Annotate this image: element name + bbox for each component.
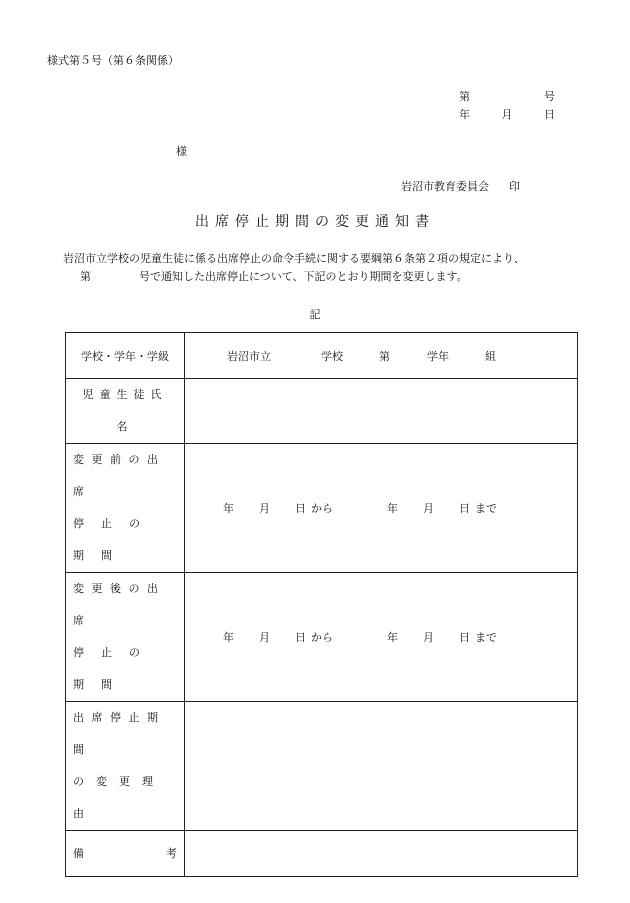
date-day: 日 xyxy=(544,108,555,121)
period-until: まで xyxy=(475,502,497,515)
document-date-line xyxy=(459,106,555,122)
before-label-line1: 変更前の出席 xyxy=(73,453,166,498)
period-day: 日 xyxy=(295,502,306,515)
number-prefix: 第 xyxy=(459,90,470,103)
after-label-cell xyxy=(66,573,185,702)
school-label: 学校・学年・学級 xyxy=(81,349,169,363)
reason-label-line2: の変更理由 xyxy=(73,775,165,820)
reason-label-line1: 出席停止期間 xyxy=(73,711,166,756)
date-year: 年 xyxy=(459,108,470,121)
period-year: 年 xyxy=(223,502,234,515)
form-number-label: 様式第５号（第６条関係） xyxy=(47,54,179,67)
table-row-after-period xyxy=(66,573,578,702)
period-month: 月 xyxy=(423,502,434,515)
after-period-line xyxy=(185,629,577,645)
body-number-prefix: 第 xyxy=(80,270,91,283)
remarks-label-cell xyxy=(66,831,185,877)
body-text-line-2 xyxy=(80,268,468,284)
remarks-value-cell[interactable] xyxy=(185,831,578,877)
name-value-cell[interactable] xyxy=(185,379,578,444)
school-value-cell[interactable] xyxy=(185,333,578,379)
period-day: 日 xyxy=(295,631,306,644)
table-row-reason xyxy=(66,702,578,831)
table-row-school xyxy=(66,333,578,379)
table-row-remarks xyxy=(66,831,578,877)
school-city: 岩沼市立 xyxy=(227,349,271,363)
period-day: 日 xyxy=(459,631,470,644)
period-from: から xyxy=(311,631,333,644)
issuer-name: 岩沼市教育委員会 xyxy=(401,180,489,193)
seal-mark: 印 xyxy=(509,180,520,193)
grade-suffix: 学年 xyxy=(427,349,449,363)
period-month: 月 xyxy=(259,631,270,644)
notice-table xyxy=(65,332,578,877)
before-label-cell xyxy=(66,444,185,573)
class-suffix: 組 xyxy=(485,349,496,363)
addressee-suffix: 様 xyxy=(176,145,187,158)
before-period-line xyxy=(185,500,577,516)
after-label-line2: 停止の期間 xyxy=(73,646,157,691)
table-row-before-period xyxy=(66,444,578,573)
document-title: 出席停止期間の変更通知書 xyxy=(195,214,435,230)
school-suffix: 学校 xyxy=(321,349,343,363)
name-label-cell xyxy=(66,379,185,444)
period-month: 月 xyxy=(423,631,434,644)
period-from: から xyxy=(311,502,333,515)
period-year: 年 xyxy=(387,631,398,644)
remarks-label-a: 備 xyxy=(73,846,84,860)
before-period-cell[interactable] xyxy=(185,444,578,573)
body-text-line-1: 岩沼市立学校の児童生徒に係る出席停止の命令手続に関する要綱第６条第２項の規定により、 xyxy=(63,252,525,265)
period-until: まで xyxy=(475,631,497,644)
after-period-cell[interactable] xyxy=(185,573,578,702)
body-text-rest: 号で通知した出席停止について、下記のとおり期間を変更します。 xyxy=(139,270,468,283)
period-year: 年 xyxy=(223,631,234,644)
reason-value-cell[interactable] xyxy=(185,702,578,831)
period-day: 日 xyxy=(459,502,470,515)
after-label-line1: 変更後の出席 xyxy=(73,582,166,627)
table-row-name xyxy=(66,379,578,444)
period-year: 年 xyxy=(387,502,398,515)
school-label-cell xyxy=(66,333,185,379)
remarks-label-b: 考 xyxy=(166,846,177,860)
name-label: 児童生徒氏名 xyxy=(82,388,168,433)
document-number-line xyxy=(459,88,555,104)
before-label-line2: 停止の期間 xyxy=(73,517,157,562)
ki-heading: 記 xyxy=(309,308,321,321)
number-suffix: 号 xyxy=(544,90,555,103)
period-month: 月 xyxy=(259,502,270,515)
date-month: 月 xyxy=(501,108,513,121)
reason-label-cell xyxy=(66,702,185,831)
issuer-line xyxy=(401,178,520,194)
grade-prefix: 第 xyxy=(379,349,390,363)
